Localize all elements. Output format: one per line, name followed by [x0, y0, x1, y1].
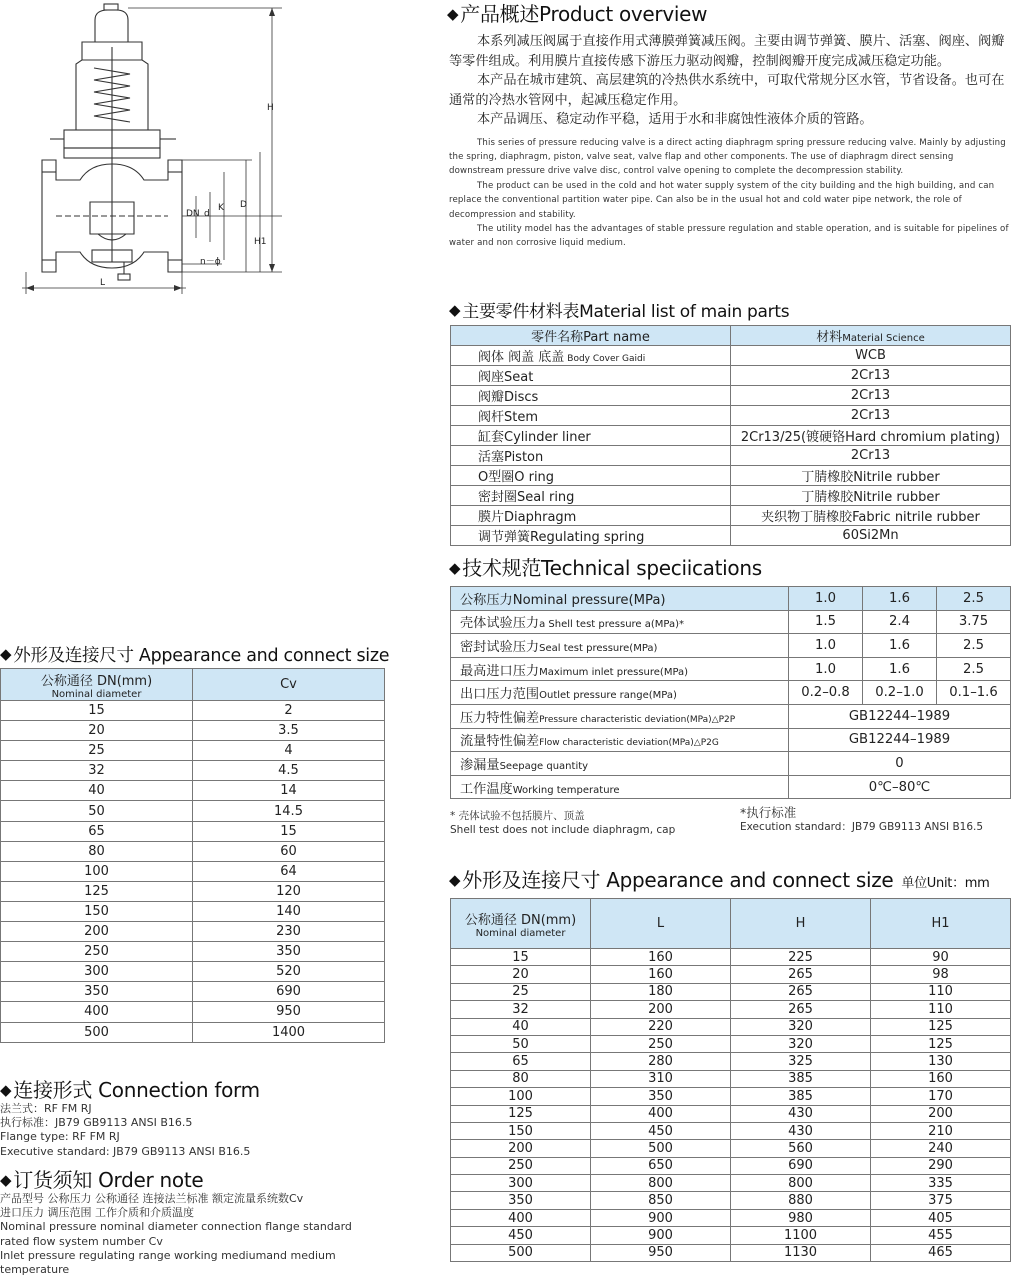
size-left-cell: 64	[193, 861, 385, 881]
size-right-cell: 125	[451, 1105, 591, 1122]
size-left-cell: 200	[1, 922, 193, 942]
size-right-unit: 单位Unit：mm	[901, 876, 990, 891]
technical-value-cell: 1.6	[863, 587, 937, 611]
size-right-cell: 200	[451, 1140, 591, 1157]
size-left-head-dn: 公称通径 DN(mm) Nominal diameter	[1, 669, 193, 701]
connection-line: 执行标准：JB79 GB9113 ANSI B16.5	[0, 1116, 193, 1130]
size-right-cell: 220	[591, 1018, 731, 1035]
size-right-cell: 450	[451, 1227, 591, 1244]
size-right-cell: 240	[871, 1140, 1011, 1157]
size-left-row	[1, 962, 385, 982]
overview-cn-para-2: 本产品在城市建筑、高层建筑的冷热供水系统中，可取代常规分区水管，节省设备。也可在通常的冷热水管网中，起减压稳定作用。	[449, 73, 1005, 108]
order-line: 产品型号 公称压力 公称通径 连接法兰标准 额定流量系统数Cv	[0, 1192, 304, 1205]
size-right-cell: 690	[731, 1157, 871, 1174]
overview-en-para-1: This series of pressure reducing valve is a direct acting diaphragm spring pressure reducing valve. Mainly by adjusting the spring, diaphragm, piston, valve seat, valve flap and other components. The use of diaphragm direct sensing downstream pressure drive valve disc, control valve opening to complete the decompression stability.	[449, 137, 1006, 177]
size-right-cell: 200	[591, 1001, 731, 1018]
dim-label-d: d	[204, 209, 210, 219]
dim-label-h: H	[267, 103, 274, 113]
technical-label-cell: 出口压力范围Outlet pressure range(MPa)	[451, 681, 789, 705]
technical-note-right-cn: *执行标准	[740, 805, 797, 820]
technical-row	[451, 587, 1011, 611]
size-left-cell: 230	[193, 922, 385, 942]
size-left-cell: 80	[1, 841, 193, 861]
size-left-row	[1, 781, 385, 801]
overview-en-para-3: The utility model has the advantages of stable pressure regulation and stable operation, and is suitable for pipelines of water and non corrosive liquid medium.	[449, 223, 1009, 249]
size-left-cell: 15	[1, 701, 193, 721]
materials-part-cell: 阀杆Stem	[451, 406, 731, 426]
technical-note-left	[450, 809, 675, 837]
size-right-cell: 250	[451, 1157, 591, 1174]
size-right-row	[451, 1018, 1011, 1035]
size-right-cell: 300	[451, 1175, 591, 1192]
technical-title: 技术规范Technical speciications	[462, 556, 762, 580]
materials-row	[451, 426, 1011, 446]
size-right-cell: 385	[731, 1070, 871, 1087]
materials-row	[451, 466, 1011, 486]
size-left-cell: 950	[193, 1002, 385, 1022]
size-right-cell: 110	[871, 983, 1011, 1000]
size-right-title: 外形及连接尺寸 Appearance and connect size	[462, 868, 894, 892]
size-right-row	[451, 1175, 1011, 1192]
order-line: temperature	[0, 1263, 70, 1277]
technical-value-cell: 0.1–1.6	[937, 681, 1011, 705]
size-left-cell: 15	[193, 821, 385, 841]
size-left-cell: 50	[1, 801, 193, 821]
size-left-cell: 40	[1, 781, 193, 801]
size-right-cell: 650	[591, 1157, 731, 1174]
size-right-header-row	[451, 899, 1011, 949]
technical-note-left-cn: * 壳体试验不包括膜片、顶盖	[450, 810, 585, 822]
connection-line: Executive standard: JB79 GB9113 ANSI B16.5	[0, 1144, 251, 1158]
size-right-cell: 160	[591, 966, 731, 983]
size-right-cell: 65	[451, 1053, 591, 1070]
materials-title: 主要零件材料表Material list of main parts	[462, 302, 790, 322]
size-right-cell: 210	[871, 1122, 1011, 1139]
size-right-cell: 350	[451, 1192, 591, 1209]
size-left-cell: 350	[193, 942, 385, 962]
materials-part-cell: 阀座Seat	[451, 366, 731, 386]
dim-label-k: K	[218, 203, 224, 213]
size-left-row	[1, 881, 385, 901]
size-left-header-row	[1, 669, 385, 701]
size-right-heading	[449, 864, 990, 893]
size-right-cell: 20	[451, 966, 591, 983]
size-right-cell: 1130	[731, 1244, 871, 1261]
size-right-cell: 50	[451, 1035, 591, 1052]
size-right-cell: 900	[591, 1227, 731, 1244]
size-right-cell: 405	[871, 1209, 1011, 1226]
size-right-cell: 265	[731, 1001, 871, 1018]
size-right-cell: 500	[451, 1244, 591, 1261]
size-left-row	[1, 721, 385, 741]
size-right-cell: 980	[731, 1209, 871, 1226]
diamond-icon: ◆	[0, 645, 12, 663]
size-right-cell: 560	[731, 1140, 871, 1157]
connection-title: 连接形式 Connection form	[13, 1078, 260, 1102]
size-right-cell: 880	[731, 1192, 871, 1209]
technical-row	[451, 704, 1011, 728]
size-right-row	[451, 1088, 1011, 1105]
size-right-head-h: H	[731, 899, 871, 949]
technical-note-left-en: Shell test does not include diaphragm, cap	[450, 824, 676, 836]
size-left-row	[1, 701, 385, 721]
size-right-head-h1: H1	[871, 899, 1011, 949]
size-right-cell: 80	[451, 1070, 591, 1087]
materials-row	[451, 446, 1011, 466]
size-right-cell: 98	[871, 966, 1011, 983]
technical-row	[451, 752, 1011, 776]
overview-title: 产品概述Product overview	[460, 2, 708, 26]
dim-label-dn: DN	[186, 209, 200, 219]
size-left-row	[1, 1002, 385, 1022]
size-right-cell: 325	[731, 1053, 871, 1070]
diamond-icon: ◆	[447, 5, 459, 23]
size-left-cell: 3.5	[193, 721, 385, 741]
size-right-table	[450, 898, 1011, 1262]
technical-row	[451, 775, 1011, 799]
materials-row	[451, 366, 1011, 386]
diamond-icon: ◆	[449, 871, 461, 889]
size-left-cell: 690	[193, 982, 385, 1002]
materials-material-cell: 60Si2Mn	[731, 526, 1011, 546]
connection-heading	[0, 1074, 260, 1103]
dim-label-n-phi: n－ϕ	[200, 257, 221, 267]
size-right-cell: 400	[591, 1105, 731, 1122]
technical-row	[451, 610, 1011, 634]
size-left-table	[0, 668, 385, 1043]
technical-note-right	[740, 806, 983, 834]
dim-label-h1: H1	[254, 237, 267, 247]
size-right-row	[451, 949, 1011, 966]
technical-row	[451, 728, 1011, 752]
size-right-cell: 180	[591, 983, 731, 1000]
materials-row	[451, 526, 1011, 546]
size-right-row	[451, 1227, 1011, 1244]
size-right-cell: 25	[451, 983, 591, 1000]
size-right-cell: 800	[591, 1175, 731, 1192]
size-right-cell: 375	[871, 1192, 1011, 1209]
technical-table	[450, 586, 1011, 799]
size-right-row	[451, 1035, 1011, 1052]
size-right-cell: 125	[871, 1018, 1011, 1035]
size-left-cell: 140	[193, 901, 385, 921]
technical-label-cell: 密封试验压力Seal test pressure(MPa)	[451, 634, 789, 658]
technical-note-right-en: Execution standard：JB79 GB9113 ANSI B16.5	[740, 821, 984, 833]
size-right-cell: 250	[591, 1035, 731, 1052]
size-left-cell: 250	[1, 942, 193, 962]
diamond-icon: ◆	[0, 1081, 12, 1099]
size-right-cell: 450	[591, 1122, 731, 1139]
order-line: rated flow system number Cv	[0, 1234, 163, 1248]
materials-material-cell: 丁腈橡胶Nitrile rubber	[731, 486, 1011, 506]
size-left-cell: 20	[1, 721, 193, 741]
size-right-row	[451, 1070, 1011, 1087]
order-title: 订货须知 Order note	[13, 1168, 204, 1192]
technical-value-cell: 0℃–80℃	[789, 775, 1011, 799]
technical-value-cell: 1.0	[789, 634, 863, 658]
connection-line: 法兰式：RF FM RJ	[0, 1102, 92, 1115]
technical-heading	[449, 552, 762, 581]
size-right-cell: 170	[871, 1088, 1011, 1105]
size-right-cell: 225	[731, 949, 871, 966]
size-left-heading	[0, 642, 389, 667]
technical-value-cell: 1.0	[789, 587, 863, 611]
size-left-cell: 65	[1, 821, 193, 841]
size-right-cell: 465	[871, 1244, 1011, 1261]
materials-part-cell: 膜片Diaphragm	[451, 506, 731, 526]
overview-cn-para-3: 本产品调压、稳定动作平稳，适用于水和非腐蚀性液体介质的管路。	[477, 112, 873, 127]
materials-material-cell: 夹织物丁腈橡胶Fabric nitrile rubber	[731, 506, 1011, 526]
connection-line: Flange type: RF FM RJ	[0, 1130, 120, 1144]
size-right-cell: 900	[591, 1209, 731, 1226]
size-right-cell: 32	[451, 1001, 591, 1018]
materials-row	[451, 346, 1011, 366]
technical-value-cell: 3.75	[937, 610, 1011, 634]
size-left-cell: 14.5	[193, 801, 385, 821]
technical-row	[451, 657, 1011, 681]
order-body	[0, 1192, 352, 1277]
connection-body	[0, 1102, 250, 1159]
size-right-row	[451, 1001, 1011, 1018]
diamond-icon: ◆	[0, 1171, 12, 1189]
technical-value-cell: 1.5	[789, 610, 863, 634]
size-left-cell: 32	[1, 761, 193, 781]
valve-drawing-svg	[20, 2, 310, 298]
size-right-cell: 500	[591, 1140, 731, 1157]
technical-value-cell: 1.0	[789, 657, 863, 681]
materials-head-part: 零件名称Part name	[451, 326, 731, 346]
size-right-cell: 850	[591, 1192, 731, 1209]
size-right-cell: 320	[731, 1018, 871, 1035]
materials-part-cell: 阀体 阀盖 底盖 Body Cover Gaidi	[451, 346, 731, 366]
technical-value-cell: 1.6	[863, 657, 937, 681]
size-right-cell: 130	[871, 1053, 1011, 1070]
size-right-cell: 160	[591, 949, 731, 966]
size-right-cell: 15	[451, 949, 591, 966]
dim-label-d-outer: D	[240, 200, 247, 210]
size-left-cell: 520	[193, 962, 385, 982]
materials-material-cell: 2Cr13	[731, 386, 1011, 406]
materials-material-cell: WCB	[731, 346, 1011, 366]
size-right-cell: 110	[871, 1001, 1011, 1018]
technical-value-cell: GB12244–1989	[789, 728, 1011, 752]
size-right-cell: 335	[871, 1175, 1011, 1192]
size-left-cell: 60	[193, 841, 385, 861]
size-left-cell: 120	[193, 881, 385, 901]
size-right-cell: 150	[451, 1122, 591, 1139]
size-right-cell: 160	[871, 1070, 1011, 1087]
size-right-cell: 280	[591, 1053, 731, 1070]
materials-material-cell: 丁腈橡胶Nitrile rubber	[731, 466, 1011, 486]
technical-value-cell: 2.5	[937, 657, 1011, 681]
size-left-row	[1, 801, 385, 821]
size-right-head-dn: 公称通径 DN(mm) Nominal diameter	[451, 899, 591, 949]
valve-drawing	[20, 2, 310, 298]
materials-row	[451, 406, 1011, 426]
size-right-head-l: L	[591, 899, 731, 949]
technical-label-cell: 压力特性偏差Pressure characteristic deviation(MPa)△P2P	[451, 704, 789, 728]
size-left-title: 外形及连接尺寸 Appearance and connect size	[13, 646, 390, 666]
size-right-cell: 800	[731, 1175, 871, 1192]
size-right-cell: 290	[871, 1157, 1011, 1174]
size-left-row	[1, 942, 385, 962]
size-left-cell: 25	[1, 741, 193, 761]
technical-value-cell: 1.6	[863, 634, 937, 658]
size-right-cell: 385	[731, 1088, 871, 1105]
materials-head-material: 材料Material Science	[731, 326, 1011, 346]
technical-label-cell: 最高进口压力Maximum inlet pressure(MPa)	[451, 657, 789, 681]
materials-part-cell: O型圈O ring	[451, 466, 731, 486]
technical-value-cell: 2.5	[937, 634, 1011, 658]
technical-value-cell: 2.4	[863, 610, 937, 634]
technical-row	[451, 634, 1011, 658]
size-right-cell: 125	[871, 1035, 1011, 1052]
size-right-row	[451, 1209, 1011, 1226]
size-right-row	[451, 1244, 1011, 1261]
technical-row	[451, 681, 1011, 705]
dim-label-l: L	[100, 278, 106, 288]
size-left-cell: 4	[193, 741, 385, 761]
size-right-row	[451, 1122, 1011, 1139]
size-right-cell: 350	[591, 1088, 731, 1105]
overview-body	[449, 32, 1011, 251]
technical-label-cell: 公称压力Nominal pressure(MPa)	[451, 587, 789, 611]
size-right-cell: 400	[451, 1209, 591, 1226]
materials-part-cell: 缸套Cylinder liner	[451, 426, 731, 446]
size-right-row	[451, 1157, 1011, 1174]
technical-label-cell: 工作温度Working temperature	[451, 775, 789, 799]
diamond-icon: ◆	[449, 301, 461, 319]
materials-material-cell: 2Cr13	[731, 406, 1011, 426]
materials-part-cell: 密封圈Seal ring	[451, 486, 731, 506]
size-left-cell: 1400	[193, 1022, 385, 1042]
size-right-cell: 455	[871, 1227, 1011, 1244]
materials-row	[451, 386, 1011, 406]
technical-value-cell: 0.2–0.8	[789, 681, 863, 705]
technical-value-cell: 2.5	[937, 587, 1011, 611]
technical-label-cell: 渗漏量Seepage quantity	[451, 752, 789, 776]
overview-en-para-2: The product can be used in the cold and hot water supply system of the city building and the high building, and can replace the conventional partition water pipe. Can also be in the usual hot and cold water pipe network, the role of decompression and stability.	[449, 180, 995, 220]
size-left-row	[1, 901, 385, 921]
size-left-cell: 2	[193, 701, 385, 721]
size-left-cell: 400	[1, 1002, 193, 1022]
size-right-row	[451, 1053, 1011, 1070]
size-right-row	[451, 1140, 1011, 1157]
order-heading	[0, 1164, 203, 1193]
materials-part-cell: 调节弹簧Regulating spring	[451, 526, 731, 546]
size-left-row	[1, 922, 385, 942]
order-line: 进口压力 调压范围 工作介质和介质温度	[0, 1206, 194, 1220]
size-right-cell: 1100	[731, 1227, 871, 1244]
size-left-cell: 350	[1, 982, 193, 1002]
size-right-row	[451, 983, 1011, 1000]
diamond-icon: ◆	[449, 559, 461, 577]
technical-value-cell: GB12244–1989	[789, 704, 1011, 728]
materials-row	[451, 506, 1011, 526]
size-right-row	[451, 1192, 1011, 1209]
materials-material-cell: 2Cr13/25(镀硬铬Hard chromium plating)	[731, 426, 1011, 446]
size-left-cell: 500	[1, 1022, 193, 1042]
size-left-row	[1, 1022, 385, 1042]
technical-value-cell: 0.2–1.0	[863, 681, 937, 705]
size-right-cell: 430	[731, 1105, 871, 1122]
technical-label-cell: 壳体试验压力a Shell test pressure a(MPa)*	[451, 610, 789, 634]
size-left-row	[1, 841, 385, 861]
size-left-row	[1, 821, 385, 841]
materials-table	[450, 325, 1011, 546]
materials-header-row	[451, 326, 1011, 346]
size-left-head-cv: Cv	[193, 669, 385, 701]
size-right-cell: 430	[731, 1122, 871, 1139]
size-right-row	[451, 966, 1011, 983]
materials-row	[451, 486, 1011, 506]
size-right-row	[451, 1105, 1011, 1122]
size-right-cell: 320	[731, 1035, 871, 1052]
size-left-cell: 125	[1, 881, 193, 901]
size-left-row	[1, 861, 385, 881]
size-left-cell: 150	[1, 901, 193, 921]
size-right-cell: 90	[871, 949, 1011, 966]
materials-material-cell: 2Cr13	[731, 366, 1011, 386]
order-line: Inlet pressure regulating range working mediumand medium	[0, 1248, 336, 1262]
size-right-cell: 40	[451, 1018, 591, 1035]
technical-label-cell: 流量特性偏差Flow characteristic deviation(MPa)△P2G	[451, 728, 789, 752]
overview-heading	[447, 0, 707, 27]
size-left-cell: 14	[193, 781, 385, 801]
size-left-row	[1, 741, 385, 761]
materials-heading	[449, 297, 789, 322]
overview-cn-para-1: 本系列减压阀属于直接作用式薄膜弹簧减压阀。主要由调节弹簧、膜片、活塞、阀座、阀瓣等零件组成。利用膜片直接传感下游压力驱动阀瓣，控制阀瓣开度完成减压稳定功能。	[449, 34, 1005, 69]
order-line: Nominal pressure nominal diameter connection flange standard	[0, 1220, 352, 1234]
size-right-cell: 265	[731, 983, 871, 1000]
size-right-cell: 265	[731, 966, 871, 983]
materials-part-cell: 阀瓣Discs	[451, 386, 731, 406]
technical-value-cell: 0	[789, 752, 1011, 776]
size-right-cell: 100	[451, 1088, 591, 1105]
size-left-row	[1, 982, 385, 1002]
size-left-cell: 100	[1, 861, 193, 881]
size-right-cell: 200	[871, 1105, 1011, 1122]
size-left-row	[1, 761, 385, 781]
size-left-cell: 4.5	[193, 761, 385, 781]
size-right-cell: 950	[591, 1244, 731, 1261]
materials-part-cell: 活塞Piston	[451, 446, 731, 466]
materials-material-cell: 2Cr13	[731, 446, 1011, 466]
size-left-cell: 300	[1, 962, 193, 982]
size-right-cell: 310	[591, 1070, 731, 1087]
